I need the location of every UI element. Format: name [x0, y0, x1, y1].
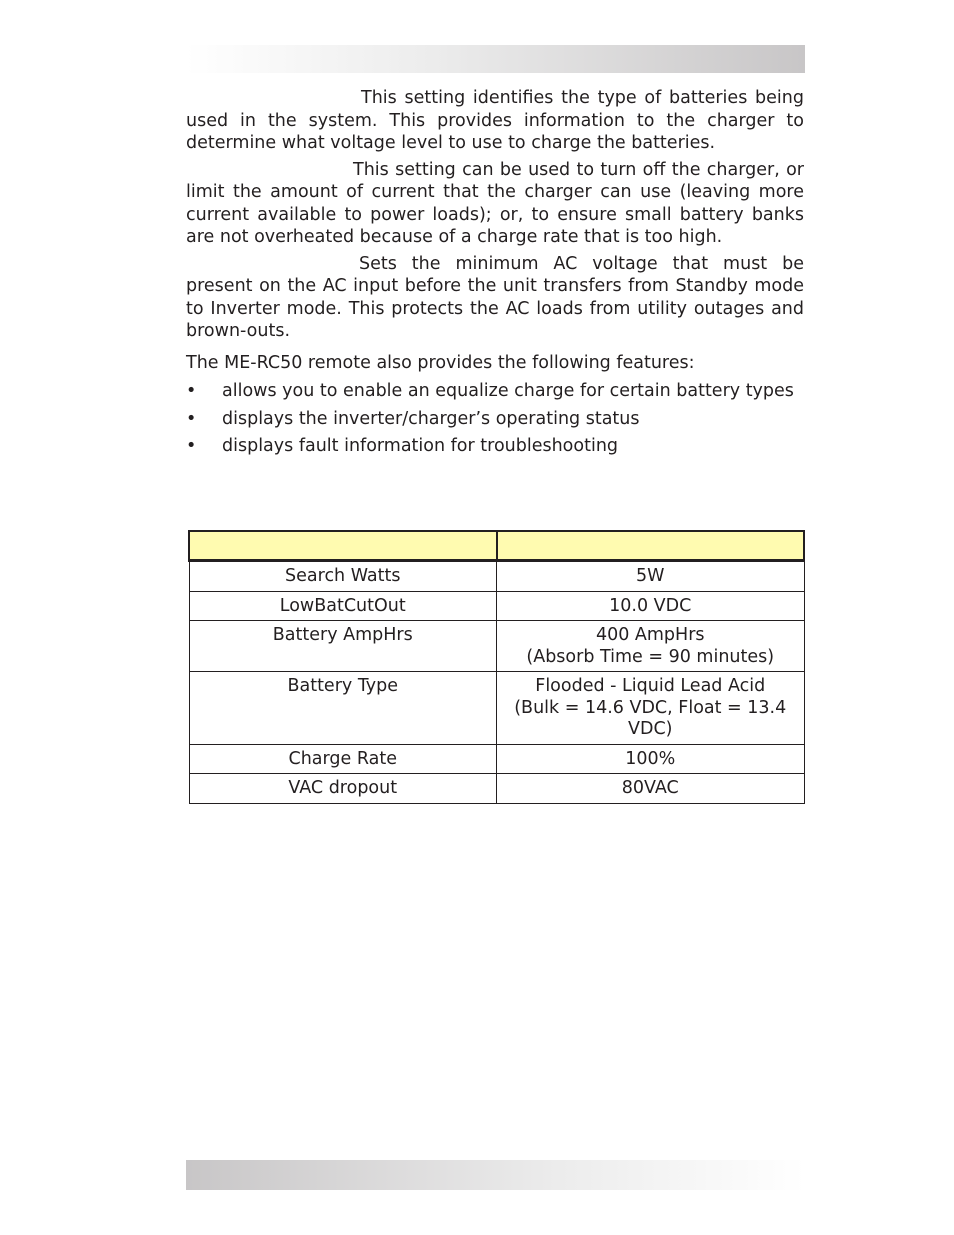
battery-type-paragraph: This setting identifies the type of batteries being used in the system. This provides information to the charger to determine what voltage level to use to charge the batteries.: [186, 88, 804, 153]
setting-name-cell: Battery Type: [189, 672, 497, 745]
footer-decorative-bar: [186, 1160, 805, 1190]
feature-text: displays fault information for troubleshooting: [222, 436, 619, 456]
table-row: [189, 774, 804, 804]
vac-dropout-paragraph: Sets the minimum AC voltage that must be present on the AC input before the unit transfers from Standby mode to Inverter mode. This protects the AC loads from utility outages and brown-outs.: [186, 253, 804, 341]
settings-table: [188, 530, 805, 804]
feature-text: displays the inverter/charger’s operating status: [222, 408, 640, 429]
header-decorative-bar: [186, 45, 805, 73]
features-list: [186, 378, 804, 461]
bullet-icon: •: [186, 436, 197, 456]
table-row: [189, 561, 804, 592]
features-intro: The ME-RC50 remote also provides the following features:: [186, 352, 695, 373]
table-row: [189, 744, 804, 774]
list-item: [186, 433, 804, 461]
table-header-row: [189, 531, 804, 561]
charge-rate-paragraph: This setting can be used to turn off the charger, or limit the amount of current that the charger can use (leaving more current available to power loads); or, to ensure small battery banks are not overheated because of a charge rate that is too high.: [186, 159, 804, 247]
feature-text: allows you to enable an equalize charge for certain battery types: [222, 381, 794, 401]
setting-value-cell: 5W: [497, 561, 805, 592]
table-header-cell: [497, 531, 805, 561]
page-body: [186, 87, 804, 461]
setting-value-cell: 80VAC: [497, 774, 805, 804]
table-header-cell: [189, 531, 497, 561]
setting-name-cell: Charge Rate: [189, 744, 497, 774]
setting-name-cell: Battery AmpHrs: [189, 621, 497, 672]
bullet-icon: •: [186, 381, 197, 401]
list-item: [186, 378, 804, 406]
setting-name-cell: LowBatCutOut: [189, 591, 497, 621]
list-item: [186, 406, 804, 434]
bullet-icon: •: [186, 408, 197, 429]
table-row: [189, 591, 804, 621]
setting-value-cell: 10.0 VDC: [497, 591, 805, 621]
table-row: [189, 672, 804, 745]
setting-value-cell: 400 AmpHrs (Absorb Time = 90 minutes): [497, 621, 805, 672]
setting-name-cell: VAC dropout: [189, 774, 497, 804]
table-row: [189, 621, 804, 672]
setting-value-cell: 100%: [497, 744, 805, 774]
setting-name-cell: Search Watts: [189, 561, 497, 592]
setting-value-cell: Flooded - Liquid Lead Acid (Bulk = 14.6 VDC, Float = 13.4 VDC): [497, 672, 805, 745]
